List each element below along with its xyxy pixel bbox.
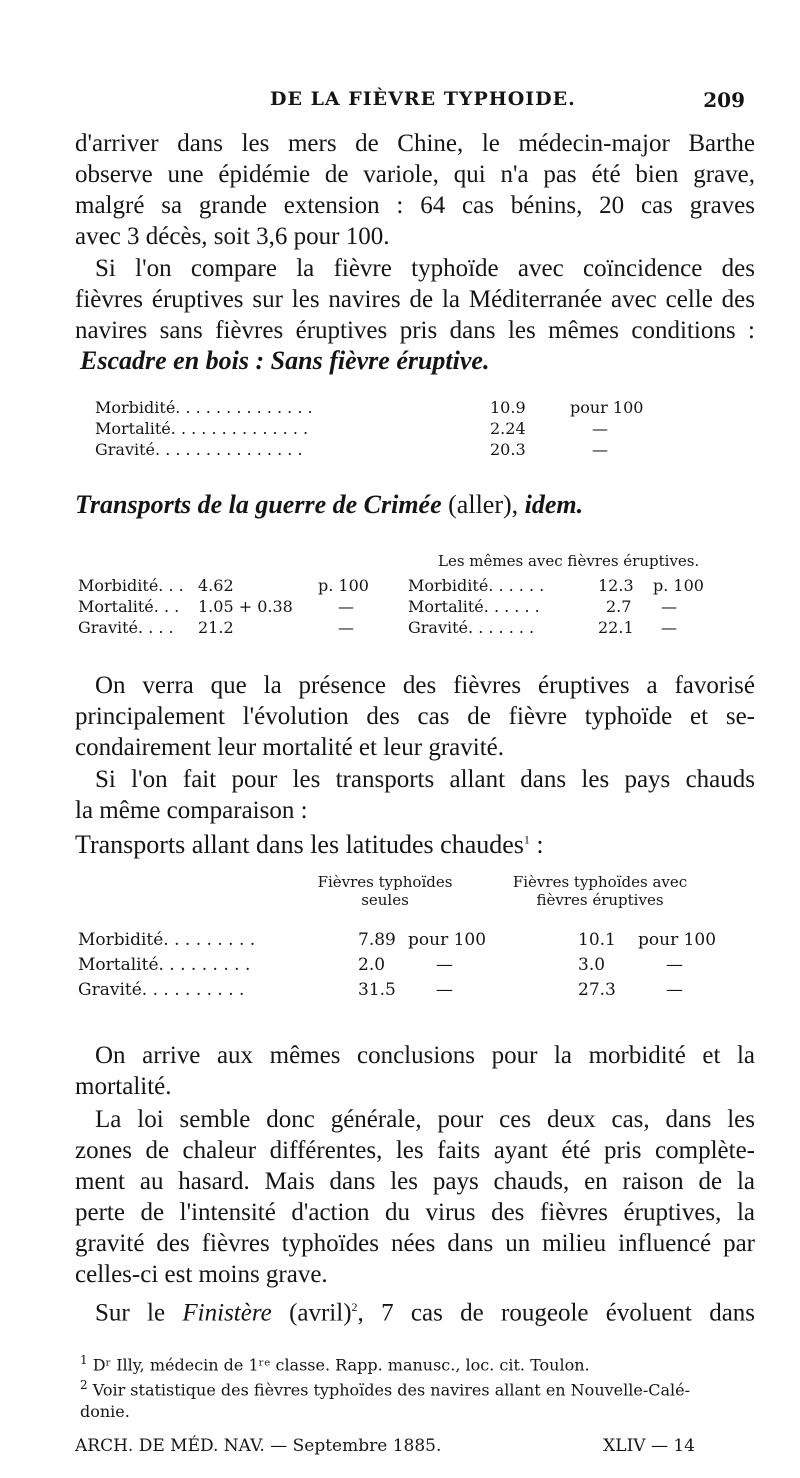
cell-value: 22.1 xyxy=(598,618,634,637)
row-label: Gravité. . . . . . . . . . . . . . . xyxy=(95,440,303,459)
footnote xyxy=(80,1375,750,1400)
heading-crimee-italic: Transports de la guerre de Crimée xyxy=(75,490,442,519)
text-line: ment au hasard. Mais dans les pays chauds, en raison de la xyxy=(75,1168,755,1195)
cell-unit: — xyxy=(666,955,683,975)
paragraph-conclusion-crimee xyxy=(75,670,755,763)
text-span: (avril) xyxy=(289,1299,352,1327)
cell-value: 4.62 xyxy=(198,576,234,595)
text-line: celles-ci est moins grave. xyxy=(75,1261,328,1288)
heading-escadre: Escadre en bois : Sans fièvre éruptive. xyxy=(80,346,490,375)
row-value: 20.3 xyxy=(490,440,526,459)
cell-unit: pour 100 xyxy=(408,930,487,950)
text-line: Si l'on fait pour les transports allant dans les pays chauds xyxy=(95,766,755,793)
text-line xyxy=(75,1292,755,1328)
cell-label: Mortalité. . . . . . . . . xyxy=(78,955,251,975)
col-head-line: fièvres éruptives xyxy=(536,891,664,909)
ship-name: Finistère xyxy=(182,1299,272,1327)
text-line: principalement l'évolution des cas de fièvre typhoïde et se- xyxy=(75,703,755,730)
cell-value: 7.89 xyxy=(358,930,396,950)
table-latitudes-col1-head xyxy=(305,873,465,909)
text-line: On arrive aux mêmes conclusions pour la morbidité et la xyxy=(95,1042,755,1069)
cell-value: 31.5 xyxy=(358,980,396,1000)
heading-latitudes-colon: : xyxy=(529,830,544,859)
heading-latitudes xyxy=(75,830,544,860)
footnote-ref: 2 xyxy=(351,1300,358,1314)
text-line: mortalité. xyxy=(75,1073,172,1100)
text-line: condairement leur mortalité et leur gravité. xyxy=(75,734,504,761)
footnote-text: Dʳ Illy, médecin de 1ʳᵉ classe. Rapp. manusc., loc. cit. Toulon. xyxy=(92,1355,590,1375)
text-line: d'arriver dans les mers de Chine, le médecin-major Barthe xyxy=(75,130,755,157)
cell-unit: — xyxy=(436,980,453,1000)
table-row xyxy=(78,618,704,639)
cell-unit: — xyxy=(338,618,354,637)
heading-crimee xyxy=(75,490,583,520)
col-head-line: seules xyxy=(361,891,409,909)
footnote-mark: 2 xyxy=(80,1378,88,1393)
paragraph-finistere xyxy=(75,1292,755,1328)
cell-label: Gravité. . . . . . . xyxy=(408,618,535,637)
footer-journal: ARCH. DE MÉD. NAV. — Septembre 1885. xyxy=(75,1436,442,1456)
table-row xyxy=(78,597,704,618)
table-latitudes xyxy=(78,930,716,1005)
cell-value: 21.2 xyxy=(198,618,234,637)
footnote-ref: 1 xyxy=(523,832,530,847)
cell-unit: p. 100 xyxy=(318,576,369,595)
cell-label: Gravité. . . . . . . . . . xyxy=(78,980,245,1000)
paragraph-comparison xyxy=(75,253,755,346)
cell-label: Mortalité. . . xyxy=(78,597,180,616)
table-crimee-header: Les mêmes avec fièvres éruptives. xyxy=(438,552,700,570)
cell-unit: pour 100 xyxy=(638,930,717,950)
heading-crimee-roman: (aller), xyxy=(448,490,519,519)
paragraph-variole xyxy=(75,128,755,252)
text-line: La loi semble donc générale, pour ces deux cas, dans les xyxy=(95,1106,755,1133)
table-row xyxy=(78,930,716,955)
row-label: Mortalité. . . . . . . . . . . . . . xyxy=(95,419,309,438)
running-header xyxy=(75,88,745,114)
cell-unit: — xyxy=(661,597,677,616)
text-span: Sur le xyxy=(95,1299,166,1327)
page-number: 209 xyxy=(703,88,745,112)
table-latitudes-col2-head xyxy=(495,873,705,909)
cell-label: Gravité. . . . xyxy=(78,618,174,637)
table-row xyxy=(78,980,716,1005)
footnotes xyxy=(80,1350,750,1422)
cell-value: 12.3 xyxy=(598,576,634,595)
paragraph-conclusions xyxy=(75,1040,755,1102)
cell-label: Morbidité. . . . . . xyxy=(408,576,545,595)
cell-value: 2.0 xyxy=(358,955,386,975)
text-line: Si l'on compare la fièvre typhoïde avec coïncidence des xyxy=(95,255,755,282)
footer-signature: XLIV — 14 xyxy=(603,1436,695,1456)
running-title: DE LA FIÈVRE TYPHOIDE. xyxy=(270,88,576,110)
text-line: malgré sa grande extension : 64 cas bénins, 20 cas graves xyxy=(75,192,755,219)
text-line: On verra que la présence des fièvres éruptives a favorisé xyxy=(95,672,755,699)
row-unit: — xyxy=(592,440,608,459)
cell-value: 27.3 xyxy=(578,980,616,1000)
table-row xyxy=(95,398,643,419)
table-row xyxy=(95,440,643,461)
paragraph-loi-generale xyxy=(75,1104,755,1290)
text-line: zones de chaleur différentes, les faits ayant été pris complète- xyxy=(75,1137,755,1164)
row-value: 2.24 xyxy=(490,419,526,438)
table-row xyxy=(78,955,716,980)
text-line: observe une épidémie de variole, qui n'a pas été bien grave, xyxy=(75,161,755,188)
cell-value: 10.1 xyxy=(578,930,616,950)
text-line: perte de l'intensité d'action du virus des fièvres éruptives, la xyxy=(75,1199,755,1226)
table-row xyxy=(95,419,643,440)
footnote-text: Voir statistique des fièvres typhoïdes des navires allant en Nouvelle-Calé- xyxy=(92,1380,691,1400)
row-value: 10.9 xyxy=(490,398,526,417)
row-label: Morbidité. . . . . . . . . . . . . . xyxy=(95,398,313,417)
col-head-line: Fièvres typhoïdes xyxy=(317,873,453,891)
cell-unit: — xyxy=(338,597,354,616)
cell-unit: — xyxy=(666,980,683,1000)
cell-value: 2.7 xyxy=(606,597,632,616)
cell-label: Morbidité. . . xyxy=(78,576,184,595)
text-line: navires sans fièvres éruptives pris dans les mêmes conditions : xyxy=(75,317,755,344)
text-line: avec 3 décès, soit 3,6 pour 100. xyxy=(75,223,390,250)
footnote-mark: 1 xyxy=(80,1353,88,1367)
cell-unit: — xyxy=(436,955,453,975)
cell-label: Morbidité. . . . . . . . . xyxy=(78,930,256,950)
cell-value: 3.0 xyxy=(578,955,606,975)
table-crimee xyxy=(78,576,704,639)
text-span: , 7 cas de rougeole évoluent dans xyxy=(357,1299,756,1327)
row-unit: — xyxy=(592,419,608,438)
heading-latitudes-text: Transports allant dans les latitudes chaudes xyxy=(75,830,524,859)
footnote-text: donie. xyxy=(80,1401,130,1421)
cell-label: Mortalité. . . . . . xyxy=(408,597,540,616)
row-unit: pour 100 xyxy=(570,398,644,417)
table-escadre xyxy=(95,398,643,461)
text-line: fièvres éruptives sur les navires de la Méditerranée avec celle des xyxy=(75,286,755,313)
paragraph-pays-chauds xyxy=(75,764,755,826)
footnote xyxy=(80,1350,750,1375)
text-line: la même comparaison : xyxy=(75,797,308,824)
cell-unit: p. 100 xyxy=(653,576,704,595)
footnote xyxy=(80,1401,750,1422)
table-row xyxy=(78,576,704,597)
text-line: gravité des fièvres typhoïdes nées dans un milieu influencé par xyxy=(75,1230,755,1257)
col-head-line: Fièvres typhoïdes avec xyxy=(512,873,688,891)
cell-value: 1.05 + 0.38 xyxy=(198,597,293,616)
heading-crimee-idem: idem. xyxy=(524,490,584,519)
cell-unit: — xyxy=(661,618,677,637)
